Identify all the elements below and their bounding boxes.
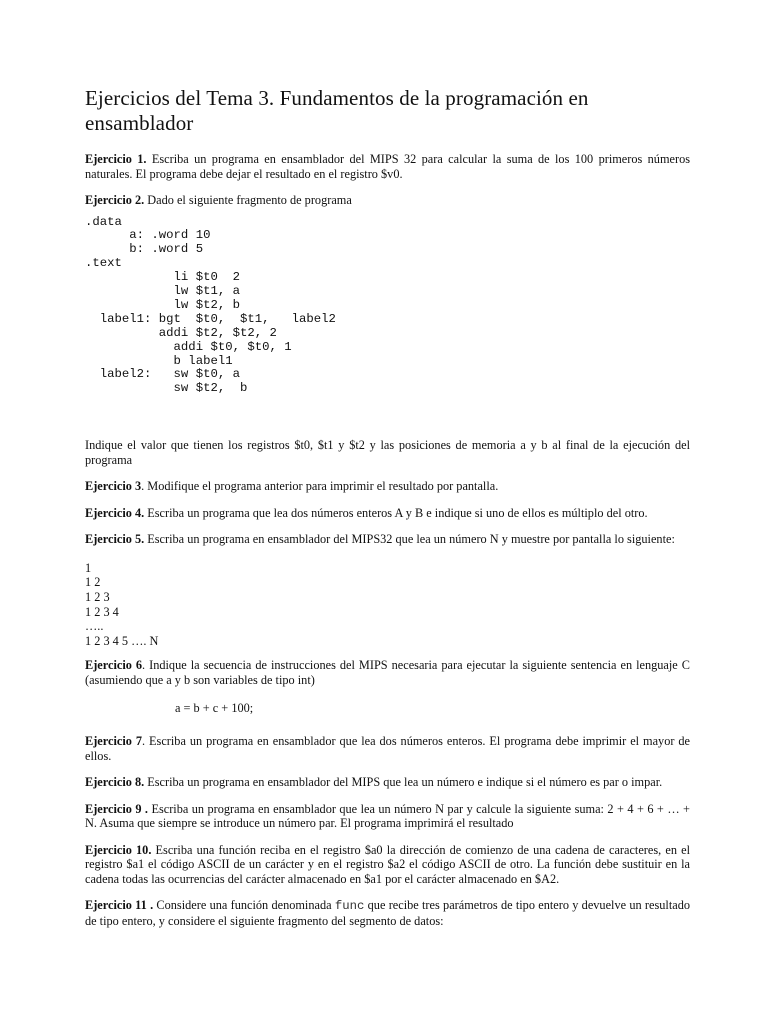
exercise-text: Escriba un programa en ensamblador del MIPS32 que lea un número N y muestre por pantalla lo siguiente: bbox=[144, 532, 675, 547]
exercise-4 bbox=[85, 506, 690, 521]
exercise-text: Dado el siguiente fragmento de programa bbox=[144, 193, 352, 207]
exercise-2-question: Indique el valor que tienen los registros $t0, $t1 y $t2 y las posiciones de memoria a y b al final de la ejecución del programa bbox=[85, 438, 690, 467]
exercise-label: Ejercicio 8. bbox=[85, 775, 145, 790]
exercise-text: . Modifique el programa anterior para imprimir el resultado por pantalla. bbox=[141, 479, 499, 494]
exercise-text: Considere una función denominada bbox=[153, 898, 335, 913]
exercise-label: Ejercicio 4. bbox=[85, 505, 145, 520]
exercise-6 bbox=[85, 658, 690, 687]
exercise-text: Escriba una función reciba en el registro $a0 la dirección de comienzo de una cadena de caracteres, en el registro $a1 el código ASCII de un carácter y en el registro $a2 el código ASCII de otro. La función debe sustituir en la cadena todas las ocurrencias del carácter almacenado en $a1 por el carácter almacenado en $A2. bbox=[85, 842, 690, 886]
exercise-5 bbox=[85, 532, 690, 547]
exercise-label: Ejercicio 9 . bbox=[85, 801, 148, 816]
exercise-label: Ejercicio 11 . bbox=[85, 898, 154, 913]
sequence-line: 1 bbox=[85, 560, 92, 575]
code-listing: .data a: .word 10 b: .word 5 .text li $t0 2 lw $t1, a lw $t2, b label1: bgt $t0, $t1, label2 addi $t2, $t2, 2 addi $t0, $t0, 1 b label1 label2: sw $t0, a sw $t2, b bbox=[85, 214, 336, 396]
exercise-label: Ejercicio 1. bbox=[85, 152, 147, 166]
exercise-11 bbox=[85, 898, 690, 928]
exercise-text: que recibe tres parámetros de tipo entero y devuelve un resultado de tipo entero, y considere el siguiente fragmento del segmento de datos: bbox=[85, 898, 690, 928]
exercise-label: Ejercicio 7 bbox=[85, 734, 142, 749]
exercise-2 bbox=[85, 193, 690, 208]
exercise-7 bbox=[85, 734, 690, 763]
exercise-label: Ejercicio 10. bbox=[85, 842, 152, 857]
exercise-label: Ejercicio 2. bbox=[85, 193, 145, 207]
sequence-line: 1 2 bbox=[85, 575, 101, 590]
exercise-8 bbox=[85, 775, 690, 790]
sequence-line: ….. bbox=[85, 619, 104, 634]
exercise-10 bbox=[85, 843, 690, 887]
exercise-1 bbox=[85, 152, 690, 181]
number-sequence bbox=[85, 561, 690, 649]
exercise-text: Escriba un programa que lea dos números enteros A y B e indique si uno de ellos es múltiplo del otro. bbox=[144, 505, 648, 520]
exercise-text: Escriba un programa en ensamblador que lea un número N par y calcule la siguiente suma: 2 + 4 + 6 + … + N. Asuma que siempre se introduce un número par. El programa imprimirá el resultado bbox=[85, 801, 690, 831]
sequence-line: 1 2 3 4 bbox=[85, 604, 119, 619]
exercise-text: Escriba un programa en ensamblador del MIPS que lea un número e indique si el número es par o impar. bbox=[144, 775, 663, 790]
sequence-line: 1 2 3 bbox=[85, 589, 110, 604]
c-statement: a = b + c + 100; bbox=[175, 701, 254, 716]
exercise-text: . Escriba un programa en ensamblador que lea dos números enteros. El programa debe imprimir el mayor de ellos. bbox=[85, 734, 690, 763]
sequence-line: 1 2 3 4 5 …. N bbox=[85, 633, 159, 648]
exercise-label: Ejercicio 3 bbox=[85, 479, 142, 494]
exercise-text: Escriba un programa en ensamblador del MIPS 32 para calcular la suma de los 100 primeros números naturales. El programa debe dejar el resultado en el registro $v0. bbox=[85, 152, 691, 181]
exercise-text: . Indique la secuencia de instrucciones del MIPS necesaria para ejecutar la siguiente sentencia en lenguaje C (asumiendo que a y b son variables de tipo int) bbox=[85, 658, 690, 687]
exercise-9 bbox=[85, 802, 690, 831]
exercise-label: Ejercicio 5. bbox=[85, 532, 145, 547]
exercise-3 bbox=[85, 479, 690, 494]
function-name: func bbox=[334, 899, 365, 914]
document-title: Ejercicios del Tema 3. Fundamentos de la programación en ensamblador bbox=[85, 86, 589, 135]
exercise-label: Ejercicio 6 bbox=[85, 658, 143, 673]
